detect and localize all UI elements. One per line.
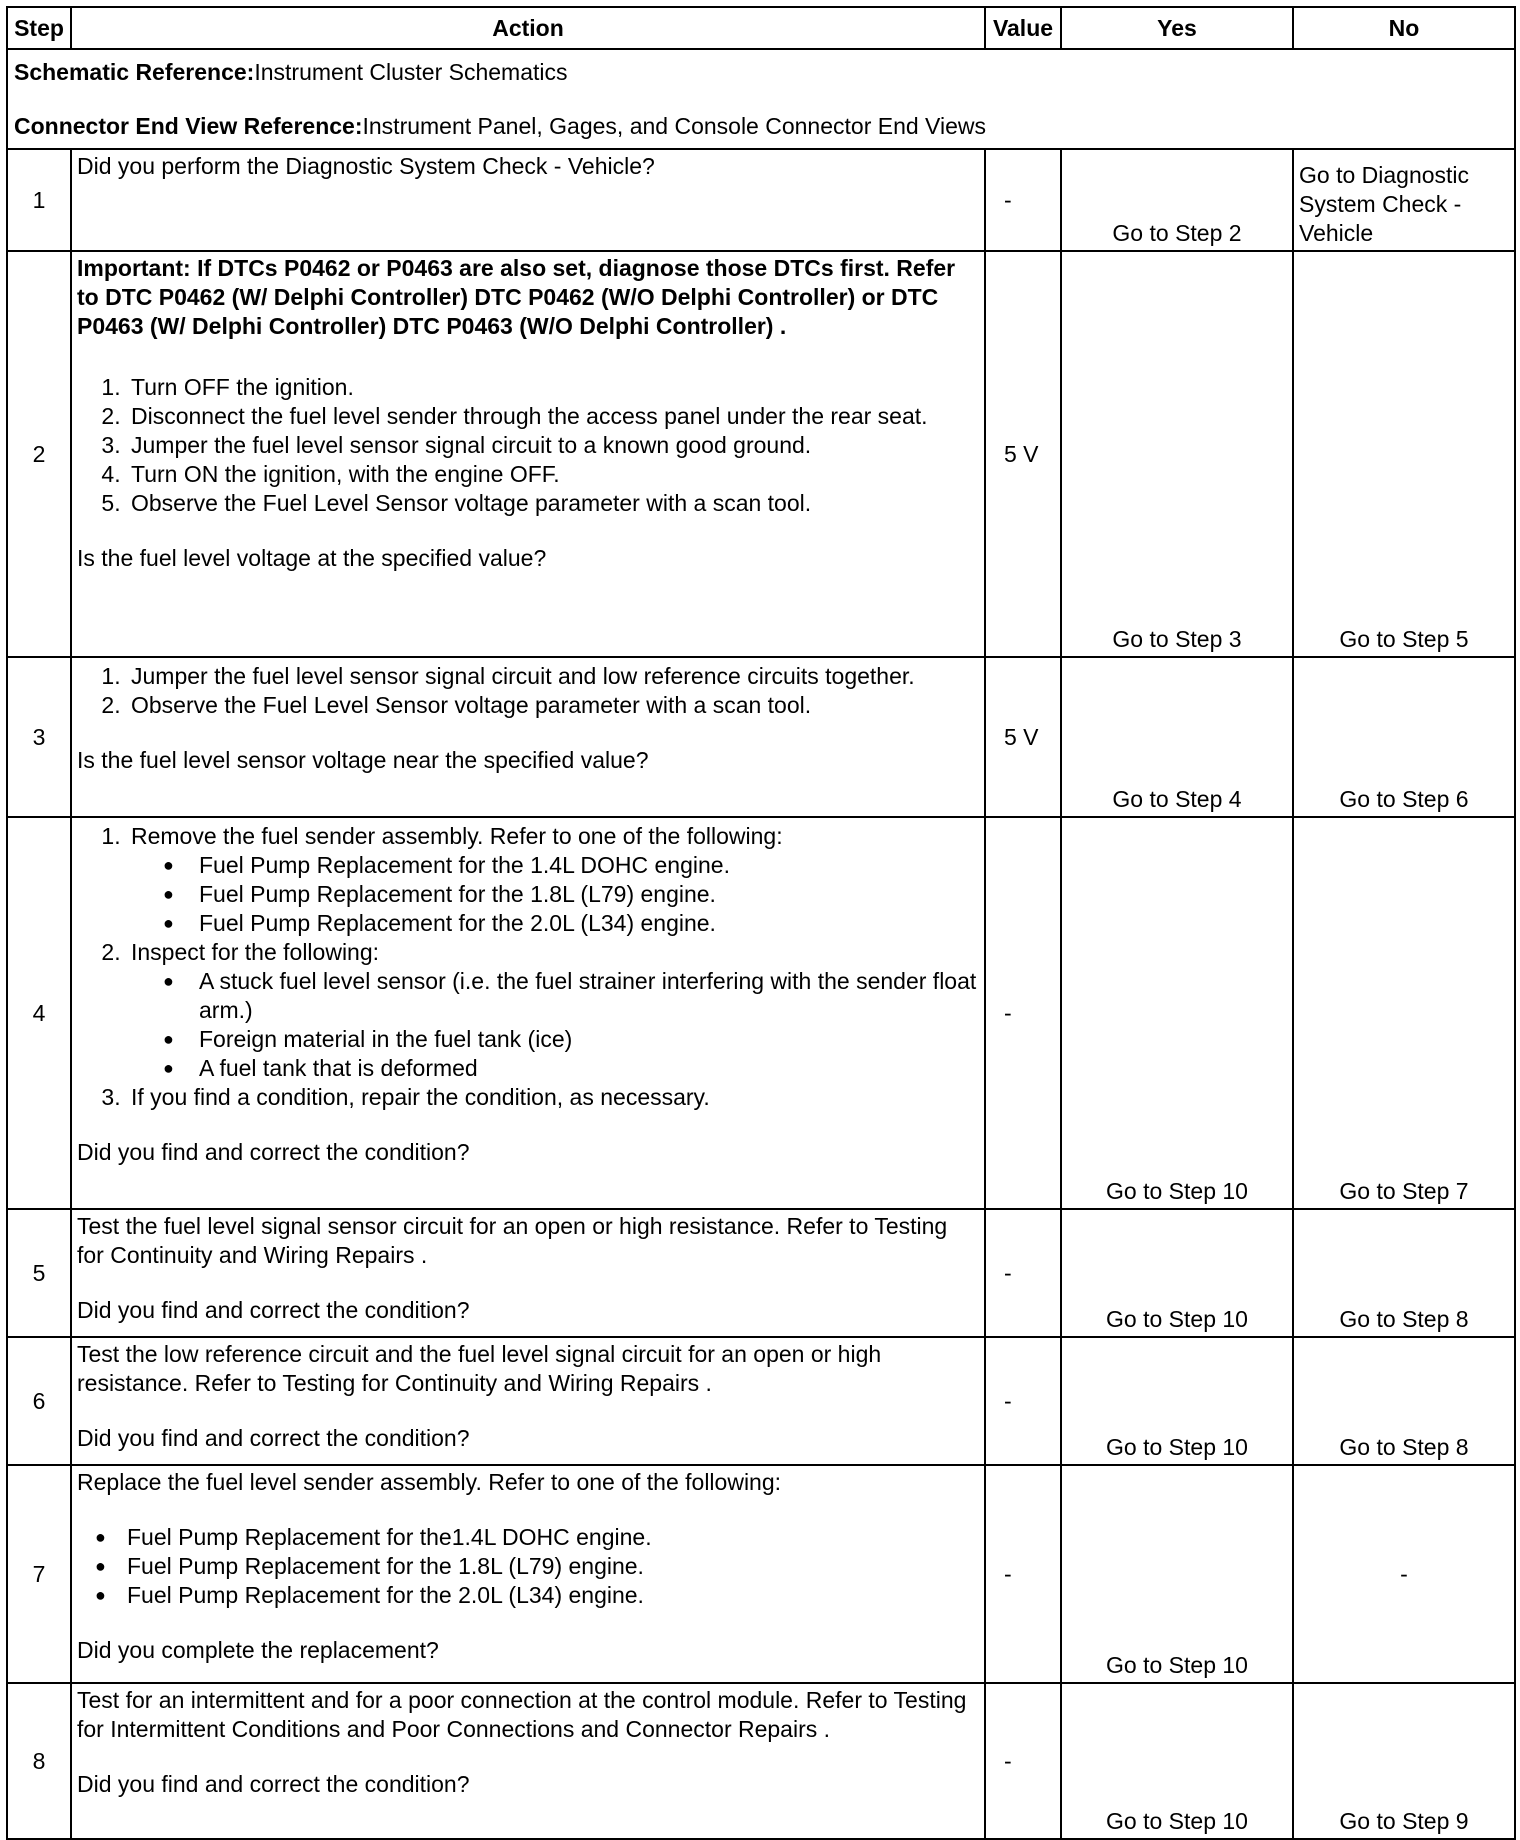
yes-link[interactable]: Go to Step 10	[1061, 1683, 1293, 1839]
table-row	[7, 1209, 1515, 1337]
action-text: Did you perform the Diagnostic System Check - Vehicle?	[71, 149, 985, 251]
step-number: 2	[7, 251, 71, 657]
yes-link[interactable]: Go to Step 10	[1061, 817, 1293, 1209]
no-link[interactable]: Go to Diagnostic System Check - Vehicle	[1293, 149, 1515, 251]
no-link[interactable]: Go to Step 9	[1293, 1683, 1515, 1839]
list-item: 2. Observe the Fuel Level Sensor voltage parameter with a scan tool.	[127, 691, 979, 720]
table-row	[7, 251, 1515, 657]
col-action: Action	[71, 7, 985, 49]
table-row	[7, 149, 1515, 251]
action-cell	[71, 1683, 985, 1839]
step-number: 1	[7, 149, 71, 251]
no-link[interactable]: Go to Step 5	[1293, 251, 1515, 657]
table-row	[7, 1683, 1515, 1839]
no-link[interactable]: Go to Step 7	[1293, 817, 1515, 1209]
list-item: 4. Turn ON the ignition, with the engine OFF.	[127, 460, 979, 489]
action-text: Test for an intermittent and for a poor connection at the control module. Refer to Testing for Intermittent Conditions and Poor Connections and Connector Repairs .	[77, 1687, 967, 1742]
table-row	[7, 1465, 1515, 1683]
connector-link[interactable]: Instrument Panel, Gages, and Console Connector End Views	[362, 113, 986, 139]
bullet-item: ● A fuel tank that is deformed	[195, 1054, 979, 1083]
list-item: 1. Turn OFF the ignition.	[127, 373, 979, 402]
value-cell: 5 V	[985, 251, 1061, 657]
table-row	[7, 657, 1515, 817]
step-list	[77, 822, 979, 1112]
value-cell: -	[985, 1337, 1061, 1465]
step-list	[77, 662, 979, 720]
action-cell	[71, 251, 985, 657]
step-list	[77, 373, 979, 518]
important-note: Important: If DTCs P0462 or P0463 are also set, diagnose those DTCs first. Refer to DTC P0462 (W/ Delphi Controller) DTC P0462 (W/O Delphi Controller) or DTC P0463 (W/ Delphi Controller) DTC P0463 (W/O Delphi Controller) .	[77, 255, 956, 339]
step-number: 6	[7, 1337, 71, 1465]
yes-link[interactable]: Go to Step 3	[1061, 251, 1293, 657]
question: Did you find and correct the condition?	[77, 1297, 470, 1323]
reference-row	[7, 49, 1515, 149]
value-cell: -	[985, 1465, 1061, 1683]
value-cell: -	[985, 1683, 1061, 1839]
action-text: Test the fuel level signal sensor circuit for an open or high resistance. Refer to Testing for Continuity and Wiring Repairs .	[77, 1213, 948, 1268]
action-cell	[71, 657, 985, 817]
action-cell	[71, 1465, 985, 1683]
yes-link[interactable]: Go to Step 4	[1061, 657, 1293, 817]
schematic-reference: Schematic Reference:Instrument Cluster Schematics	[14, 59, 568, 85]
bullet-item: ● Fuel Pump Replacement for the 1.4L DOHC engine.	[195, 851, 979, 880]
bullet-item: ● A stuck fuel level sensor (i.e. the fuel strainer interfering with the sender float arm.)	[195, 967, 979, 1025]
connector-reference: Connector End View Reference:Instrument Panel, Gages, and Console Connector End Views	[14, 113, 986, 139]
question: Did you find and correct the condition?	[77, 1425, 470, 1451]
no-link[interactable]: Go to Step 8	[1293, 1337, 1515, 1465]
table-row	[7, 1337, 1515, 1465]
yes-link[interactable]: Go to Step 10	[1061, 1337, 1293, 1465]
no-link[interactable]: Go to Step 8	[1293, 1209, 1515, 1337]
value-cell: -	[985, 817, 1061, 1209]
col-value: Value	[985, 7, 1061, 49]
table-row	[7, 817, 1515, 1209]
question: Did you complete the replacement?	[77, 1637, 439, 1663]
action-cell	[71, 817, 985, 1209]
step-number: 7	[7, 1465, 71, 1683]
bullet-item: ● Fuel Pump Replacement for the1.4L DOHC engine.	[127, 1523, 979, 1552]
col-step: Step	[7, 7, 71, 49]
bullet-item: ● Fuel Pump Replacement for the 1.8L (L79) engine.	[195, 880, 979, 909]
action-cell	[71, 1209, 985, 1337]
list-item: 3. Jumper the fuel level sensor signal circuit to a known good ground.	[127, 431, 979, 460]
list-item: 2. Disconnect the fuel level sender through the access panel under the rear seat.	[127, 402, 979, 431]
question: Did you find and correct the condition?	[77, 1139, 470, 1165]
bullet-item: ● Fuel Pump Replacement for the 1.8L (L79) engine.	[127, 1552, 979, 1581]
sub-list	[131, 851, 979, 938]
action-text: Replace the fuel level sender assembly. Refer to one of the following:	[77, 1469, 782, 1495]
value-cell: 5 V	[985, 657, 1061, 817]
no-value: -	[1293, 1465, 1515, 1683]
sub-list	[131, 967, 979, 1083]
step-number: 3	[7, 657, 71, 817]
step-number: 8	[7, 1683, 71, 1839]
question: Did you find and correct the condition?	[77, 1771, 470, 1797]
yes-link[interactable]: Go to Step 2	[1061, 149, 1293, 251]
bullet-item: ● Fuel Pump Replacement for the 2.0L (L34) engine.	[195, 909, 979, 938]
list-item: 2. Inspect for the following: ● A stuck fuel level sensor (i.e. the fuel strainer interfering with the sender float arm.) ● Foreign material in the fuel tank (ice) ● A fuel tank that is deformed	[127, 938, 979, 1083]
step-number: 5	[7, 1209, 71, 1337]
header-row	[7, 7, 1515, 49]
yes-link[interactable]: Go to Step 10	[1061, 1209, 1293, 1337]
no-link[interactable]: Go to Step 6	[1293, 657, 1515, 817]
action-text: Test the low reference circuit and the fuel level signal circuit for an open or high resistance. Refer to Testing for Continuity and Wiring Repairs .	[77, 1341, 882, 1396]
bullet-list	[77, 1523, 979, 1610]
bullet-item: ● Foreign material in the fuel tank (ice)	[195, 1025, 979, 1054]
yes-link[interactable]: Go to Step 10	[1061, 1465, 1293, 1683]
list-item: 3. If you find a condition, repair the condition, as necessary.	[127, 1083, 979, 1112]
action-cell	[71, 1337, 985, 1465]
value-cell: -	[985, 1209, 1061, 1337]
list-item: 1. Jumper the fuel level sensor signal circuit and low reference circuits together.	[127, 662, 979, 691]
list-item: 5. Observe the Fuel Level Sensor voltage parameter with a scan tool.	[127, 489, 979, 518]
col-yes: Yes	[1061, 7, 1293, 49]
list-item: 1. Remove the fuel sender assembly. Refer to one of the following: ● Fuel Pump Replacement for the 1.4L DOHC engine. ● Fuel Pump Replacement for the 1.8L (L79) engine. ● Fuel Pump Replacement for the 2.0L (L34) engine.	[127, 822, 979, 938]
col-no: No	[1293, 7, 1515, 49]
diagnostic-table	[6, 6, 1516, 1840]
question: Is the fuel level sensor voltage near the specified value?	[77, 747, 649, 773]
value-cell: -	[985, 149, 1061, 251]
schematic-link[interactable]: Instrument Cluster Schematics	[254, 59, 568, 85]
question: Is the fuel level voltage at the specified value?	[77, 545, 547, 571]
step-number: 4	[7, 817, 71, 1209]
bullet-item: ● Fuel Pump Replacement for the 2.0L (L34) engine.	[127, 1581, 979, 1610]
